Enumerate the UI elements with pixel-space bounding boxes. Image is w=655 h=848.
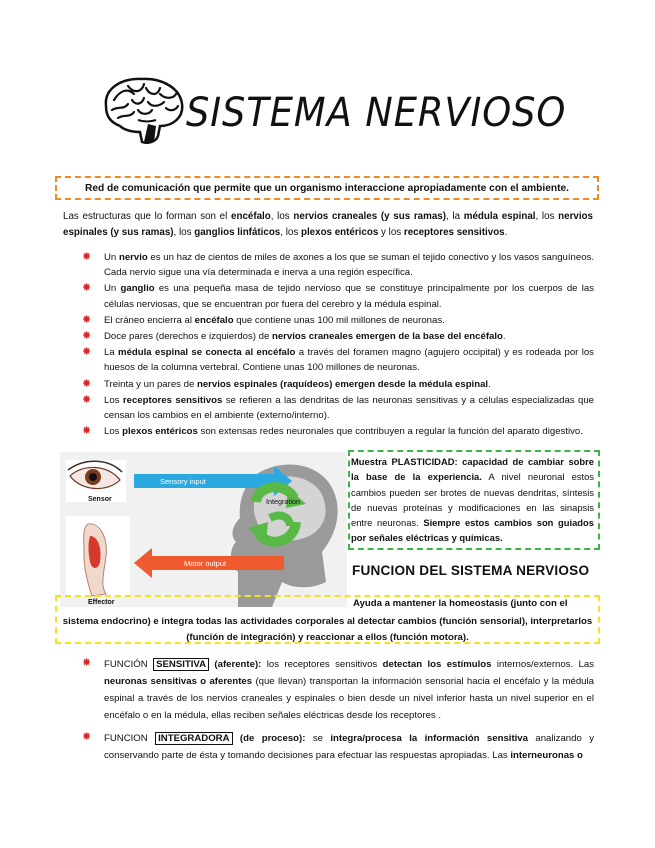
page-title: SISTEMA NERVIOSO xyxy=(186,90,567,136)
definition-box xyxy=(55,176,599,200)
list-item: ✸ El cráneo encierra al encéfalo que contiene unas 100 mil millones de neuronas. xyxy=(82,313,445,326)
star-bullet-icon: ✸ xyxy=(82,731,92,743)
intro-paragraph: Las estructuras que lo forman son el encéfalo, los nervios craneales (y sus ramas), la médula espinal, los nervios espinales (y sus ramas), los ganglios linfáticos, los plexos entéricos y los receptores sensitivos. xyxy=(63,211,593,238)
star-bullet-icon: ✸ xyxy=(82,425,92,438)
star-bullet-icon: ✸ xyxy=(82,377,92,390)
plasticity-text: Muestra PLASTICIDAD: capacidad de cambiar sobre la base de la experiencia. A nivel neuronal estos cambios pueden ser brotes de nuevas dendritas, síntesis de nuevas proteínas y modificaciones en las sinapsis entre neuronas. Siempre estos cambios son guiados por señales eléctricas y químicas. xyxy=(351,456,594,544)
star-bullet-icon: ✸ xyxy=(82,251,92,263)
integradora-boxed-term: INTEGRADORA xyxy=(155,732,232,745)
integrative-function-paragraph: ✸ FUNCION INTEGRADORA (de proceso): se integra/procesa la información sensitiva analizando y conservando parte de ésta y tomando decisiones para efectuar las respuestas apropiadas. Las interneuronas o xyxy=(82,731,594,761)
sensory-input-label: Sensory input xyxy=(160,477,206,486)
brain-head-icon xyxy=(98,76,190,144)
nervous-system-diagram xyxy=(60,452,347,607)
sensitive-function-paragraph: ✸ FUNCIÓN SENSITIVA (aferente): los receptores sensitivos detectan los estímulos internos/externos. Las neuronas sensitivas o aferentes (que llevan) transportan la información sensorial hacia el encéfalo y la médula espinal a través de los nervios craneales y espinales o bien desde un nivel inferior hasta un nivel superior en el encéfalo o en la médula, ellas reciben señales eléctricas desde los receptores . xyxy=(82,657,595,721)
homeostasis-line-1: Ayuda a mantener la homeostasis (junto con el xyxy=(353,598,568,609)
star-bullet-icon: ✸ xyxy=(82,657,92,669)
homeostasis-line-2: sistema endocrino) e integra todas las actividades corporales al detectar cambios (función sensorial), interpretarlos (función de integración) y reaccionar a ellos (función motora). xyxy=(62,616,593,643)
list-item: ✸ Treinta y un pares de nervios espinales (raquídeos) emergen desde la médula espinal. xyxy=(82,377,491,390)
integration-label: Integration xyxy=(266,497,300,506)
list-item: ✸ Doce pares (derechos e izquierdos) de nervios craneales emergen de la base del encéfalo. xyxy=(82,330,506,343)
page-header xyxy=(98,76,568,146)
star-bullet-icon: ✸ xyxy=(82,313,92,326)
definition-text: Red de comunicación que permite que un organismo interaccione apropiadamente con el ambiente. xyxy=(84,182,569,194)
list-item: ✸ Un nervio es un haz de cientos de miles de axones a los que se suman el tejido conectivo y los vasos sanguíneos. Cada nervio sigue una vía determinada e inerva a una región específica. xyxy=(82,251,594,279)
star-bullet-icon: ✸ xyxy=(82,282,92,295)
star-bullet-icon: ✸ xyxy=(82,393,92,406)
diagram-illustration xyxy=(60,452,347,607)
effector-label: Effector xyxy=(88,599,115,606)
list-item: ✸ Un ganglio es una pequeña masa de tejido nervioso que se constituye principalmente por los cuerpos de las células nerviosas, que se encuentran por fuera del cerebro y la médula espinal. xyxy=(82,282,594,310)
section-title: FUNCION DEL SISTEMA NERVIOSO xyxy=(352,563,590,578)
list-item: ✸ Los plexos entéricos son extensas redes neuronales que contribuyen a regular la función del aparato digestivo. xyxy=(82,425,583,438)
star-bullet-icon: ✸ xyxy=(82,330,92,343)
sensitiva-boxed-term: SENSITIVA xyxy=(153,658,209,671)
list-item: ✸ Los receptores sensitivos se refieren a las dendritas de las neuronas sensitivas y a células especializadas que censan los cambios en el ambiente (externo/interno). xyxy=(82,393,595,422)
motor-output-label: Motor output xyxy=(184,559,227,568)
list-item: ✸ La médula espinal se conecta al encéfalo a través del foramen magno (agujero occipital) y es rodeada por los huesos de la columna vertebral. Contiene unas 100 millones de neuronas. xyxy=(82,346,594,374)
arm-muscle-icon xyxy=(66,516,130,596)
star-bullet-icon: ✸ xyxy=(82,346,92,359)
sensor-label: Sensor xyxy=(88,496,112,503)
structure-bullet-list xyxy=(82,250,594,440)
